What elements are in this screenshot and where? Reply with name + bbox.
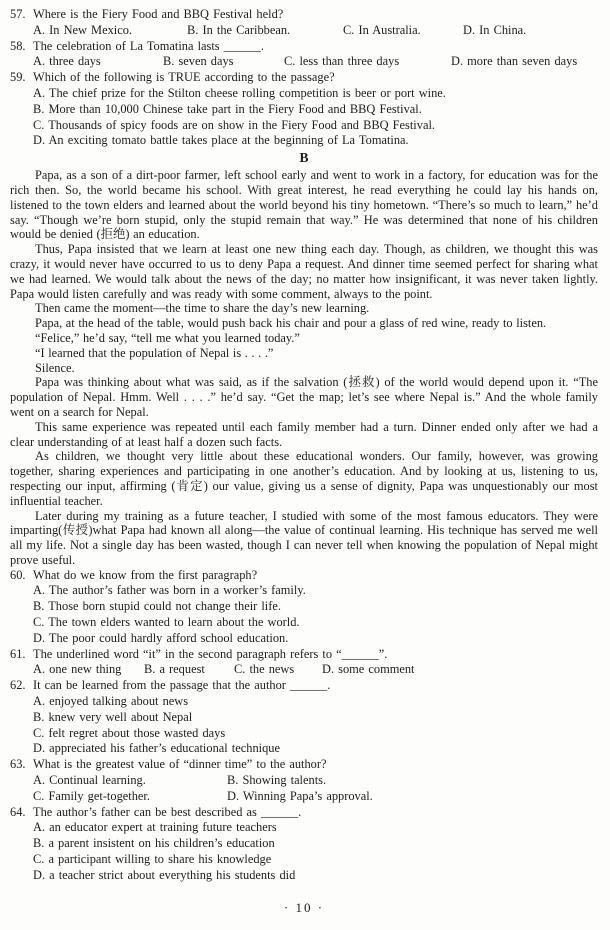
option-b: B. More than 10,000 Chinese take part in the Fiery Food and BBQ Festival.	[33, 101, 422, 116]
section-b-heading: B	[299, 150, 309, 166]
question-text: Where is the Fiery Food and BBQ Festival held?	[33, 7, 284, 21]
question-number: 60.	[10, 567, 26, 582]
page-number: · 10 ·	[283, 899, 325, 915]
option-a: A. one new thing	[33, 662, 122, 677]
question-60	[10, 568, 598, 647]
question-number: 63.	[10, 757, 26, 772]
question-text: Which of the following is TRUE according to the passage?	[33, 70, 335, 85]
option-d: D. The poor could hardly afford school education.	[33, 630, 289, 645]
option-b: B. In the Caribbean.	[187, 22, 291, 37]
options-row	[10, 789, 598, 805]
question-58	[10, 39, 598, 71]
option-a: A. The chief prize for the Stilton cheese rolling competition is beer or port wine.	[33, 85, 446, 100]
option-d: D. more than seven days	[451, 54, 578, 69]
option-c: C. Thousands of spicy foods are on show in the Fiery Food and BBQ Festival.	[33, 117, 435, 132]
question-text: The author’s father can be best described as ______.	[33, 804, 302, 819]
option-b: B. a request	[144, 662, 205, 677]
passage-paragraph: Silence.	[35, 360, 75, 375]
option-c: C. In Australia.	[343, 22, 421, 37]
passage-paragraph: “I learned that the population of Nepal is . . . .”	[35, 345, 274, 360]
option-b: B. knew very well about Nepal	[33, 709, 193, 724]
options-block	[10, 694, 598, 757]
passage-paragraph: As children, we thought very little about these educational wonders. Our family, however, was growing together, sharing experiences and participating in one another’s education. And by looking at us, listening to us, respecting our input, affirming (肯定) our value, giving us a sense of dignity, Papa was unquestionably our most influential teacher.	[10, 449, 598, 508]
question-number: 59.	[10, 70, 26, 85]
option-c: C. a participant willing to share his knowledge	[33, 852, 272, 867]
options-row	[10, 23, 598, 39]
question-number: 64.	[10, 804, 26, 819]
reading-passage	[10, 168, 598, 568]
option-a: A. enjoyed talking about news	[33, 694, 189, 709]
passage-paragraph: Later during my training as a future teacher, I studied with some of the most famous educators. They were imparting(传授)what Papa had known all along—the value of continual learning. His technique has served me well all my life. Not a single day has been wasted, though I can never tell when knowing the population of Nepal might prove useful.	[10, 508, 598, 567]
option-c: C. felt regret about those wasted days	[33, 725, 226, 740]
option-c: C. less than three days	[284, 54, 400, 69]
options-row	[10, 54, 598, 70]
option-b: B. seven days	[163, 54, 234, 69]
passage-paragraph: Papa, as a son of a dirt-poor farmer, left school early and went to work in a factory, for education was for the rich then. So, the world became his school. With great interest, he read everything he could lay his hands on, listened to the town elders and learned about the world beyond his tiny hometown. “There’s so much to learn,” he’d say. “Though we’re born stupid, only the stupid remain that way.” He was determined that none of his children would be denied (拒绝) an education.	[10, 168, 598, 242]
questions-57-59	[10, 7, 598, 149]
question-number: 62.	[10, 678, 26, 693]
option-d: D. some comment	[322, 662, 415, 677]
question-text: The celebration of La Tomatina lasts ______.	[33, 38, 264, 53]
passage-paragraph: Papa, at the head of the table, would push back his chair and pour a glass of red wine, ready to listen.	[35, 316, 547, 331]
option-b: B. Those born stupid could not change their life.	[33, 599, 281, 614]
options-row	[10, 662, 598, 678]
question-text: The underlined word “it” in the second paragraph refers to “______”.	[33, 646, 388, 661]
question-62	[10, 678, 598, 757]
options-block	[10, 583, 598, 646]
option-d: D. appreciated his father’s educational technique	[33, 741, 280, 756]
option-d: D. Winning Papa’s approval.	[227, 788, 373, 803]
options-row	[10, 773, 598, 789]
question-number: 61.	[10, 646, 26, 661]
question-text: What do we know from the first paragraph?	[33, 567, 258, 582]
question-61	[10, 647, 598, 679]
option-c: C. the news	[234, 662, 295, 677]
option-d: D. In China.	[463, 22, 527, 37]
option-c: C. Family get-together.	[33, 788, 150, 803]
question-57	[10, 7, 598, 39]
option-b: B. Showing talents.	[227, 773, 327, 788]
option-a: A. an educator expert at training future teachers	[33, 820, 277, 835]
passage-paragraph: “Felice,” he’d say, “tell me what you learned today.”	[35, 330, 300, 345]
question-number: 57.	[10, 7, 26, 21]
questions-60-64	[10, 568, 598, 884]
question-text: It can be learned from the passage that the author ______.	[33, 678, 331, 693]
question-64	[10, 805, 598, 884]
option-c: C. The town elders wanted to learn about the world.	[33, 615, 300, 630]
option-a: A. In New Mexico.	[33, 22, 133, 37]
option-a: A. Continual learning.	[33, 773, 146, 788]
question-text: What is the greatest value of “dinner time” to the author?	[33, 757, 327, 772]
question-63	[10, 757, 598, 804]
options-block	[10, 820, 598, 883]
question-number: 58.	[10, 38, 26, 53]
option-b: B. a parent insistent on his children’s education	[33, 836, 275, 851]
question-59	[10, 70, 598, 149]
passage-paragraph: Papa was thinking about what was said, as if the salvation (拯救) of the world would depend upon it. “The population of Nepal. Hmm. Well . . . .” he’d say. “Get the map; let’s see where Nepal is.” And the whole family went on a search for Nepal.	[10, 375, 598, 419]
passage-paragraph: Thus, Papa insisted that we learn at least one new thing each day. Though, as children, we thought this was crazy, it would never have occurred to us to deny Papa a request. And dinner time seemed perfect for sharing what we had learned. We would talk about the news of the day; no matter how insignificant, it was never taken lightly. Papa would listen carefully and was ready with some comment, always to the point.	[10, 242, 598, 301]
option-a: A. three days	[33, 54, 101, 69]
options-block	[10, 86, 598, 149]
passage-paragraph: This same experience was repeated until each family member had a turn. Dinner ended only after we had a clear understanding of at least half a dozen such facts.	[10, 419, 598, 449]
option-d: D. a teacher strict about everything his students did	[33, 867, 296, 882]
passage-paragraph: Then came the moment—the time to share the day’s new learning.	[35, 301, 370, 316]
option-a: A. The author’s father was born in a worker’s family.	[33, 583, 306, 598]
option-d: D. An exciting tomato battle takes place at the beginning of La Tomatina.	[33, 133, 409, 148]
